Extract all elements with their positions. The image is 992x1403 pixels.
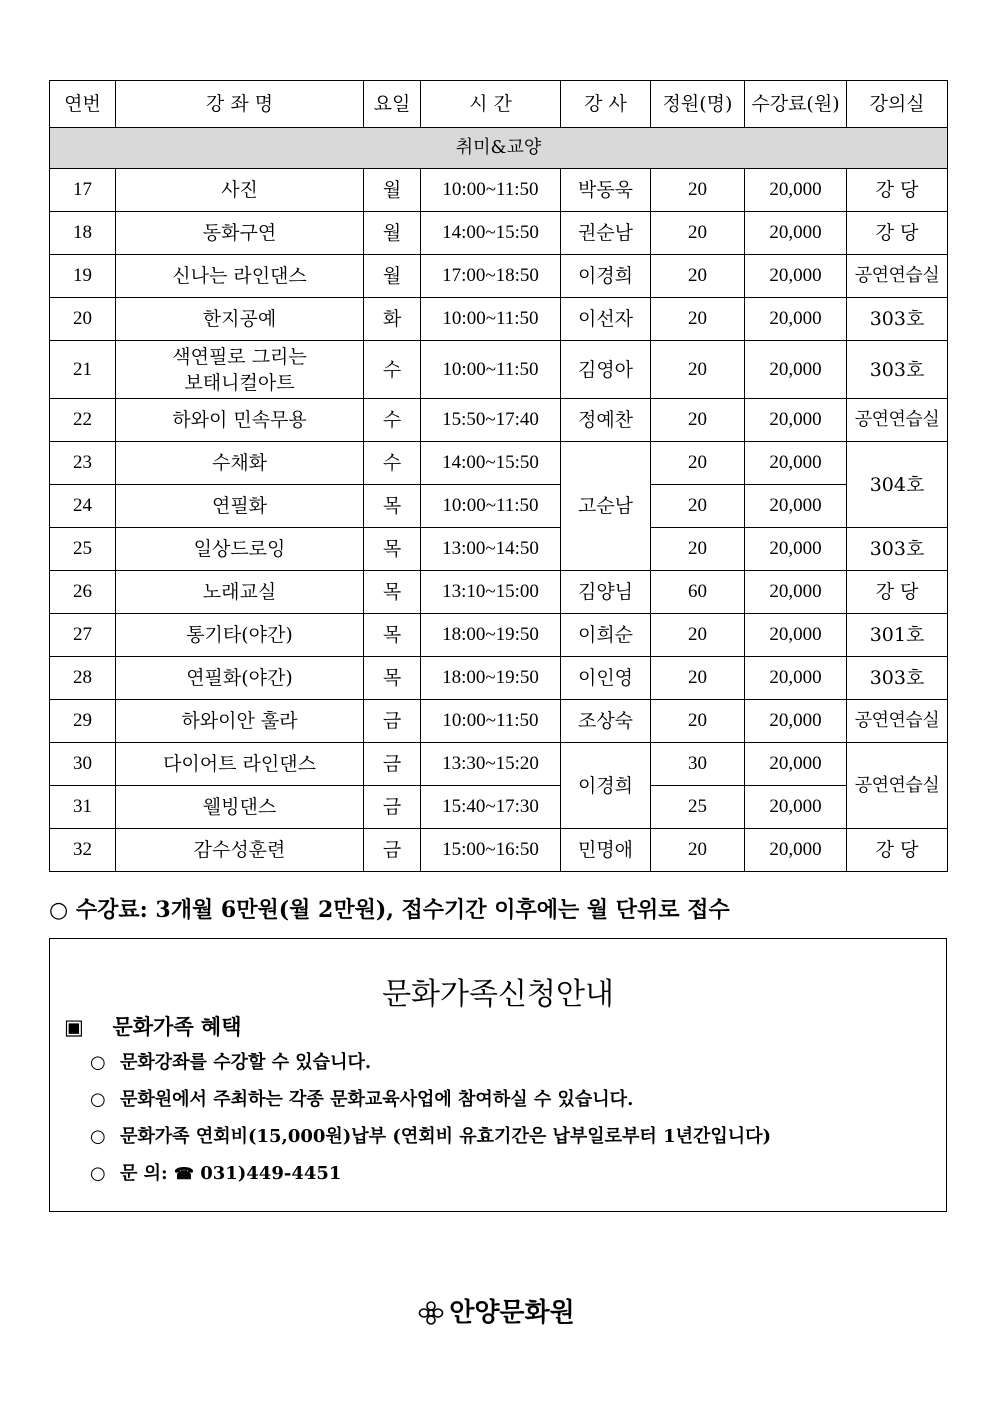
- cell-time: 18:00~19:50: [421, 657, 561, 700]
- cell-room: 공연연습실: [847, 399, 948, 442]
- cell-no: 21: [50, 341, 116, 399]
- cell-no: 17: [50, 169, 116, 212]
- cell-room: 303호: [847, 528, 948, 571]
- cell-no: 28: [50, 657, 116, 700]
- header-course: 강 좌 명: [116, 81, 364, 128]
- table-row: [50, 485, 948, 528]
- cell-instructor: 권순남: [561, 212, 651, 255]
- table-row: [50, 829, 948, 872]
- header-no: 연번: [50, 81, 116, 128]
- cell-instructor: 이경희: [561, 255, 651, 298]
- cell-instructor: 김영아: [561, 341, 651, 399]
- cell-time: 13:30~15:20: [421, 743, 561, 786]
- cell-instructor: 김양님: [561, 571, 651, 614]
- cell-instructor: 정예찬: [561, 399, 651, 442]
- cell-day: 월: [364, 169, 421, 212]
- contact-item: [90, 1162, 771, 1199]
- cell-day: 목: [364, 528, 421, 571]
- cell-fee: 20,000: [745, 614, 847, 657]
- benefit-text: 문화강좌를 수강할 수 있습니다.: [120, 1052, 372, 1073]
- cell-day: 목: [364, 657, 421, 700]
- cell-no: 29: [50, 700, 116, 743]
- cell-course: 신나는 라인댄스: [116, 255, 364, 298]
- circle-bullet-icon: ○: [90, 1163, 106, 1184]
- fee-note-text: 수강료: 3개월 6만원(월 2만원), 접수기간 이후에는 월 단위로 접수: [75, 897, 730, 923]
- cell-no: 20: [50, 298, 116, 341]
- course-schedule-table: [49, 80, 948, 872]
- cell-course: 일상드로잉: [116, 528, 364, 571]
- cell-day: 금: [364, 829, 421, 872]
- table-row: [50, 743, 948, 786]
- cell-fee: 20,000: [745, 169, 847, 212]
- cell-course: 감수성훈련: [116, 829, 364, 872]
- cell-capacity: 20: [651, 657, 745, 700]
- cell-capacity: 20: [651, 528, 745, 571]
- table-row: [50, 341, 948, 399]
- cell-capacity: 60: [651, 571, 745, 614]
- cell-no: 25: [50, 528, 116, 571]
- header-time: 시 간: [421, 81, 561, 128]
- cell-capacity: 30: [651, 743, 745, 786]
- list-item: [90, 1051, 771, 1088]
- cell-capacity: 20: [651, 169, 745, 212]
- membership-info-box: [49, 938, 947, 1212]
- cell-day: 목: [364, 485, 421, 528]
- cell-fee: 20,000: [745, 786, 847, 829]
- cell-course: 연필화: [116, 485, 364, 528]
- cell-room: 공연연습실: [847, 700, 948, 743]
- phone-icon: ☎: [173, 1164, 194, 1183]
- cell-instructor: 조상숙: [561, 700, 651, 743]
- circle-bullet-icon: ○: [90, 1052, 106, 1073]
- table-row: [50, 614, 948, 657]
- table-row: [50, 571, 948, 614]
- cell-fee: 20,000: [745, 571, 847, 614]
- cell-capacity: 25: [651, 786, 745, 829]
- cell-course: 동화구연: [116, 212, 364, 255]
- cell-fee: 20,000: [745, 829, 847, 872]
- cell-room: 304호: [847, 442, 948, 528]
- cell-time: 10:00~11:50: [421, 485, 561, 528]
- cell-fee: 20,000: [745, 399, 847, 442]
- cell-no: 26: [50, 571, 116, 614]
- table-row: [50, 528, 948, 571]
- cell-course: 노래교실: [116, 571, 364, 614]
- table-row: [50, 657, 948, 700]
- header-room: 강의실: [847, 81, 948, 128]
- cell-fee: 20,000: [745, 341, 847, 399]
- cell-capacity: 20: [651, 298, 745, 341]
- cell-no: 18: [50, 212, 116, 255]
- cell-fee: 20,000: [745, 298, 847, 341]
- cell-capacity: 20: [651, 829, 745, 872]
- cell-instructor: 고순남: [561, 442, 651, 571]
- org-name: 안양문화원: [449, 1298, 575, 1328]
- cell-no: 23: [50, 442, 116, 485]
- cell-room: 공연연습실: [847, 743, 948, 829]
- cell-no: 19: [50, 255, 116, 298]
- cell-course: 사진: [116, 169, 364, 212]
- cell-time: 13:00~14:50: [421, 528, 561, 571]
- benefit-text: 문화원에서 주최하는 각종 문화교육사업에 참여하실 수 있습니다.: [120, 1089, 634, 1110]
- cell-course: 하와이 민속무용: [116, 399, 364, 442]
- cell-capacity: 20: [651, 212, 745, 255]
- cell-course: 연필화(야간): [116, 657, 364, 700]
- table-row: [50, 298, 948, 341]
- table-row: [50, 399, 948, 442]
- cell-fee: 20,000: [745, 485, 847, 528]
- circle-bullet-icon: ○: [90, 1126, 106, 1147]
- cell-fee: 20,000: [745, 255, 847, 298]
- cell-no: 31: [50, 786, 116, 829]
- cell-fee: 20,000: [745, 743, 847, 786]
- benefit-text: 문화가족 연회비(15,000원)납부 (연회비 유효기간은 납부일로부터 1년간입니다): [120, 1126, 772, 1147]
- benefit-heading-text: 문화가족 혜택: [112, 1014, 242, 1039]
- header-fee: 수강료(원): [745, 81, 847, 128]
- cell-capacity: 20: [651, 442, 745, 485]
- header-capacity: 정원(명): [651, 81, 745, 128]
- cell-day: 금: [364, 743, 421, 786]
- cell-day: 수: [364, 341, 421, 399]
- square-bullet-icon: ▣: [64, 1014, 84, 1039]
- cell-time: 14:00~15:50: [421, 442, 561, 485]
- cell-day: 금: [364, 786, 421, 829]
- cell-capacity: 20: [651, 700, 745, 743]
- cell-no: 22: [50, 399, 116, 442]
- cell-fee: 20,000: [745, 528, 847, 571]
- cell-day: 월: [364, 255, 421, 298]
- course-line-2: 보태니컬아트: [184, 371, 295, 394]
- cell-room: 강 당: [847, 169, 948, 212]
- cell-room: 301호: [847, 614, 948, 657]
- cell-room: 공연연습실: [847, 255, 948, 298]
- cell-time: 10:00~11:50: [421, 169, 561, 212]
- course-line-1: 색연필로 그리는: [172, 345, 307, 368]
- cell-time: 10:00~11:50: [421, 341, 561, 399]
- cell-time: 15:40~17:30: [421, 786, 561, 829]
- cell-time: 15:50~17:40: [421, 399, 561, 442]
- cell-fee: 20,000: [745, 212, 847, 255]
- list-item: [90, 1125, 771, 1162]
- cell-day: 금: [364, 700, 421, 743]
- cell-time: 15:00~16:50: [421, 829, 561, 872]
- table-row: [50, 169, 948, 212]
- cell-course: 웰빙댄스: [116, 786, 364, 829]
- cell-fee: 20,000: [745, 657, 847, 700]
- cell-time: 10:00~11:50: [421, 298, 561, 341]
- fee-note: [49, 893, 947, 924]
- cell-instructor: 이선자: [561, 298, 651, 341]
- cell-room: 강 당: [847, 212, 948, 255]
- cell-course: 통기타(야간): [116, 614, 364, 657]
- cell-room: 303호: [847, 341, 948, 399]
- info-box-title: 문화가족신청안내: [382, 977, 614, 1012]
- cell-time: 13:10~15:00: [421, 571, 561, 614]
- section-label: 취미&교양: [50, 128, 948, 169]
- cell-course: 수채화: [116, 442, 364, 485]
- header-day: 요일: [364, 81, 421, 128]
- table-row: [50, 700, 948, 743]
- cell-fee: 20,000: [745, 700, 847, 743]
- cell-capacity: 20: [651, 399, 745, 442]
- table-header-row: [50, 81, 948, 128]
- cell-course: 다이어트 라인댄스: [116, 743, 364, 786]
- cell-capacity: 20: [651, 614, 745, 657]
- cell-day: 목: [364, 614, 421, 657]
- cell-room: 303호: [847, 298, 948, 341]
- cell-capacity: 20: [651, 485, 745, 528]
- table-row: [50, 212, 948, 255]
- cell-time: 18:00~19:50: [421, 614, 561, 657]
- cell-course: 한지공예: [116, 298, 364, 341]
- cell-room: 강 당: [847, 829, 948, 872]
- cell-time: 10:00~11:50: [421, 700, 561, 743]
- cell-day: 수: [364, 399, 421, 442]
- cell-no: 24: [50, 485, 116, 528]
- benefit-list: [90, 1051, 771, 1199]
- cell-capacity: 20: [651, 255, 745, 298]
- cell-capacity: 20: [651, 341, 745, 399]
- cell-no: 30: [50, 743, 116, 786]
- table-row: [50, 255, 948, 298]
- benefit-heading: [64, 1011, 242, 1041]
- cell-day: 월: [364, 212, 421, 255]
- contact-phone: 031)449-4451: [200, 1163, 342, 1184]
- fee-note-bullet: ○: [49, 897, 69, 923]
- cell-instructor: 이희순: [561, 614, 651, 657]
- cell-day: 목: [364, 571, 421, 614]
- cell-course: 하와이안 훌라: [116, 700, 364, 743]
- cell-no: 32: [50, 829, 116, 872]
- cell-room: 303호: [847, 657, 948, 700]
- cell-room: 강 당: [847, 571, 948, 614]
- circle-bullet-icon: ○: [90, 1089, 106, 1110]
- section-row: [50, 128, 948, 169]
- cell-instructor: 민명애: [561, 829, 651, 872]
- cell-fee: 20,000: [745, 442, 847, 485]
- cell-day: 수: [364, 442, 421, 485]
- list-item: [90, 1088, 771, 1125]
- cell-no: 27: [50, 614, 116, 657]
- cell-instructor: 이인영: [561, 657, 651, 700]
- cell-instructor: 박동욱: [561, 169, 651, 212]
- footer-org: [0, 1292, 992, 1332]
- cell-instructor: 이경희: [561, 743, 651, 829]
- cell-day: 화: [364, 298, 421, 341]
- table-row: [50, 786, 948, 829]
- table-row: [50, 442, 948, 485]
- cell-time: 14:00~15:50: [421, 212, 561, 255]
- flower-logo-icon: [417, 1301, 445, 1332]
- header-instructor: 강 사: [561, 81, 651, 128]
- contact-label: 문 의:: [120, 1163, 168, 1184]
- cell-course: [116, 341, 364, 399]
- cell-time: 17:00~18:50: [421, 255, 561, 298]
